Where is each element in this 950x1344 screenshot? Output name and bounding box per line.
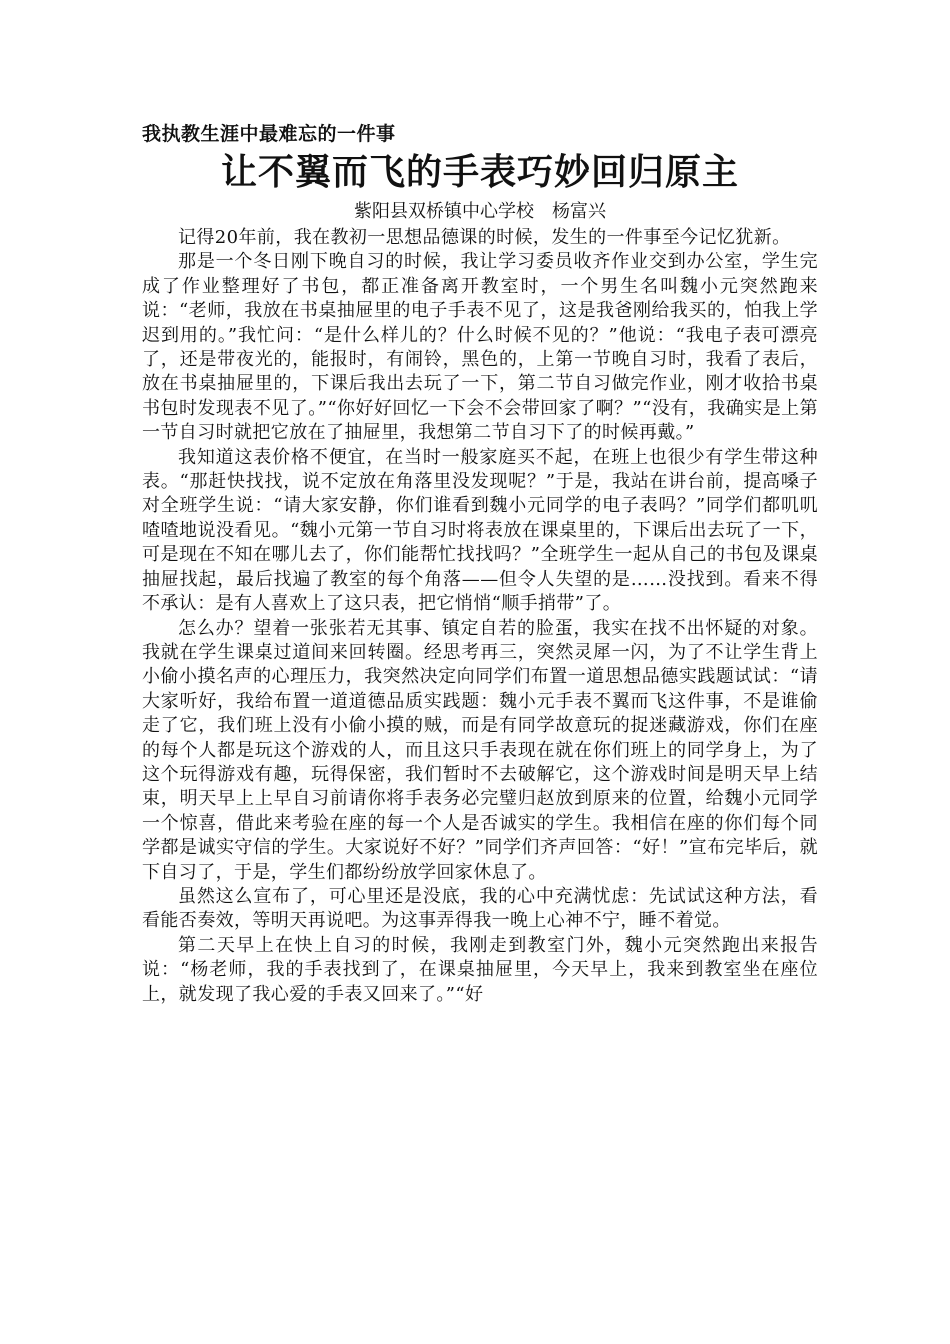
article-kicker: 我执教生涯中最难忘的一件事 <box>142 123 396 145</box>
article-body <box>142 226 818 1007</box>
paragraph-4: 怎么办？望着一张张若无其事、镇定自若的脸蛋，我实在找不出怀疑的对象。我就在学生课桌过道间来回转圈。经思考再三，突然灵犀一闪，为了不让学生背上小偷小摸名声的心理压力，我突然决定向同学们布置一道思想品德实践题试试：“请大家听好，我给布置一道道德品质实践题：魏小元手表不翼而飞这件事，不是谁偷走了它，我们班上没有小偷小摸的贼，而是有同学故意玩的捉迷藏游戏，你们在座的每个人都是玩这个游戏的人，而且这只手表现在就在你们班上的同学身上，为了这个玩得游戏有趣，玩得保密，我们暂时不去破解它，这个游戏时间是明天早上结束，明天早上上早自习前请你将手表务必完璧归赵放到原来的位置，给魏小元同学一个惊喜，借此来考验在座的每一个人是否诚实的学生。我相信在座的你们每个同学都是诚实守信的学生。大家说好不好？”同学们齐声回答：“好！”宣布完毕后，就下自习了，于是，学生们都纷纷放学回家休息了。 <box>142 617 818 883</box>
article-title: 让不翼而飞的手表巧妙回归原主 <box>220 151 739 193</box>
paragraph-5: 虽然这么宣布了，可心里还是没底，我的心中充满忧虑：先试试这种方法，看看能否奏效，等明天再说吧。为这事弄得我一晚上心神不宁，睡不着觉。 <box>142 885 818 932</box>
paragraph-2: 那是一个冬日刚下晚自习的时候，我让学习委员收齐作业交到办公室，学生完成了作业整理好了书包，都正准备离开教室时，一个男生名叫魏小元突然跑来说：“老师，我放在书桌抽屉里的电子手表不见了，这是我爸刚给我买的，怕我上学迟到用的。”我忙问：“是什么样儿的？什么时候不见的？”他说：“我电子表可漂亮了，还是带夜光的，能报时，有闹铃，黑色的，上第一节晚自习时，我看了表后，放在书桌抽屉里的，下课后我出去玩了一下，第二节自习做完作业，刚才收拾书桌书包时发现表不见了。”“你好好回忆一下会不会带回家了啊？”“没有，我确实是上第一节自习时就把它放在了抽屉里，我想第二节自习下了的时候再戴。” <box>142 251 818 444</box>
paragraph-6: 第二天早上在快上自习的时候，我刚走到教室门外，魏小元突然跑出来报告说：“杨老师，我的手表找到了，在课桌抽屉里，今天早上，我来到教室坐在座位上，就发现了我心爱的手表又回来了。”“好 <box>142 934 818 1005</box>
document-page <box>142 120 818 1007</box>
article-byline: 紫阳县双桥镇中心学校 杨富兴 <box>354 201 606 222</box>
paragraph-3: 我知道这表价格不便宜，在当时一般家庭买不起，在班上也很少有学生带这种表。“那赶快找找，说不定放在角落里没发现呢？”于是，我站在讲台前，提高嗓子对全班学生说：“请大家安静，你们谁看到魏小元同学的电子表吗？”同学们都叽叽喳喳地说没看见。“魏小元第一节自习时将表放在课桌里的，下课后出去玩了一下，可是现在不知在哪儿去了，你们能帮忙找找吗？”全班学生一起从自己的书包及课桌抽屉找起，最后找遍了教室的每个角落——但令人失望的是……没找到。看来不得不承认：是有人喜欢上了这只表，把它悄悄“顺手捎带”了。 <box>142 446 818 615</box>
paragraph-1: 记得20年前，我在教初一思想品德课的时候，发生的一件事至今记忆犹新。 <box>178 227 791 248</box>
